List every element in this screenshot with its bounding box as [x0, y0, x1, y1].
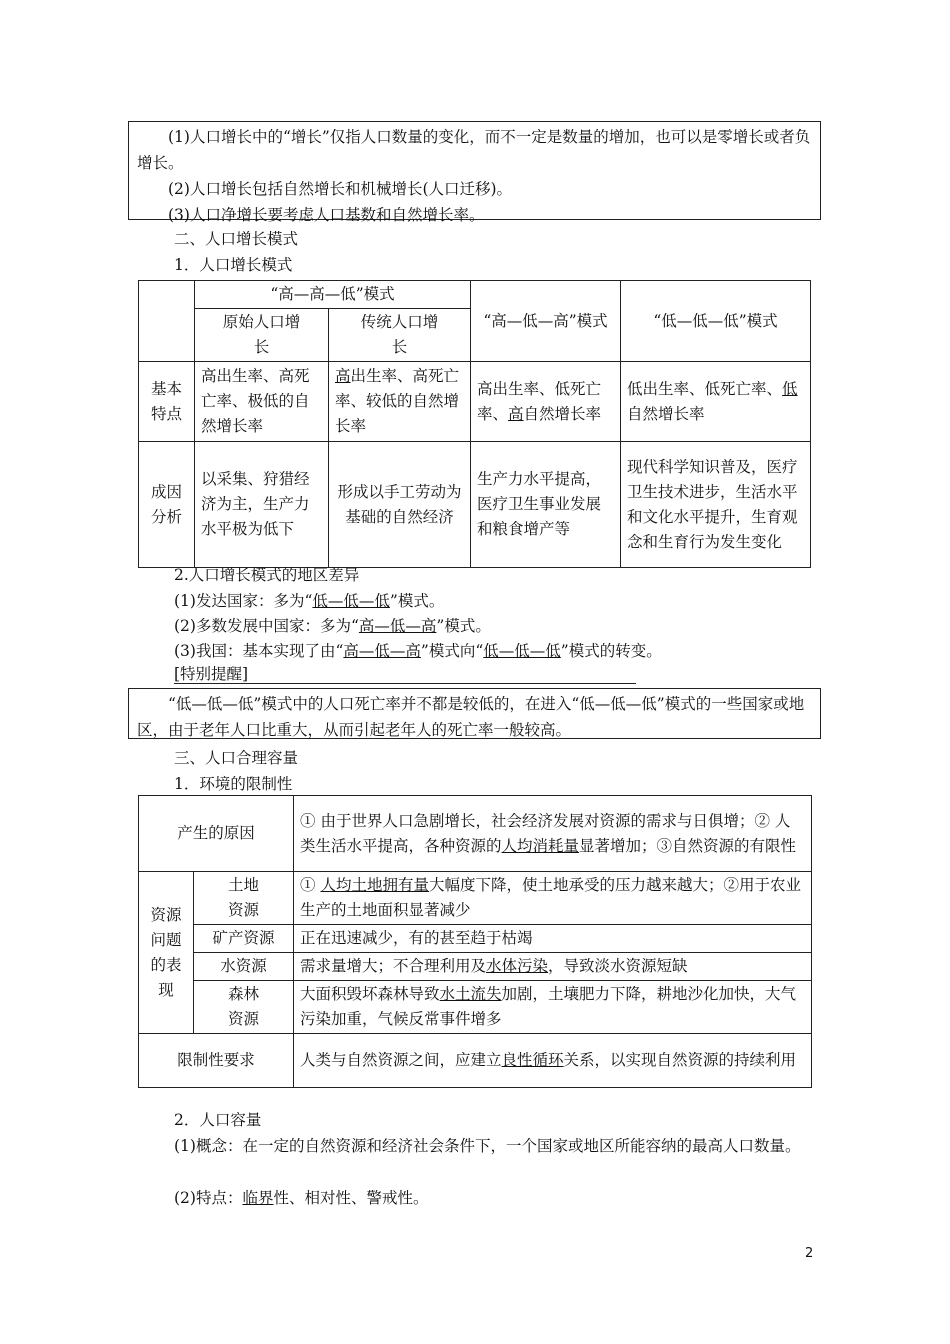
- row-label-mineral: 矿产资源: [194, 925, 294, 953]
- row-label-causes: 产生的原因: [139, 796, 294, 872]
- cell-land: ① 人均土地拥有量大幅度下降，使土地承受的压力越来越大；②用于农业生产的土地面积显著减少: [294, 872, 812, 925]
- underlined-term: 人均土地拥有量: [320, 876, 429, 894]
- underlined-term: 良性循环: [501, 1051, 564, 1069]
- underlined-term: 人均消耗量: [501, 836, 580, 855]
- cell-hlh-causes: 生产力水平提高，医疗卫生事业发展和粮食增产等: [471, 442, 621, 568]
- cell-primitive-features: 高出生率、高死亡率、极低的自然增长率: [195, 362, 329, 442]
- cell-hlh-features: 高出生率、低死亡率、高自然增长率: [471, 362, 621, 442]
- underlined-term: 高: [508, 404, 524, 423]
- cell-water: 需求量增大；不合理利用及水体污染，导致淡水资源短缺: [294, 953, 812, 981]
- region-item-china: (3)我国：基本实现了由“高—低—高”模式向“低—低—低”模式的转变。: [174, 642, 662, 660]
- underlined-term: 低: [782, 379, 798, 398]
- cell-causes: ① 由于世界人口急剧增长，社会经济发展对资源的需求与日俱增；② 人类生活水平提高，各种资源的人均消耗量显著增加；③自然资源的有限性: [294, 796, 812, 872]
- underlined-term: 低—低—低: [483, 642, 561, 660]
- cell-lll-features: 低出生率、低死亡率、低自然增长率: [621, 362, 811, 442]
- subsection-heading-2-2: 2.人口增长模式的地区差异: [174, 566, 360, 584]
- row-label-features: 基本特点: [139, 362, 195, 442]
- header-high-low-high: “高—低—高”模式: [471, 281, 621, 362]
- subsection-heading-2-1: 1．人口增长模式: [174, 256, 293, 274]
- note-item-1: (1)人口增长中的“增长”仅指人口数量的变化，而不一定是数量的增加，也可以是零增长或者负增长。: [137, 128, 811, 172]
- subsection-heading-3-1: 1．环境的限制性: [174, 775, 293, 793]
- region-item-developing: (2)多数发展中国家：多为“高—低—高”模式。: [174, 617, 491, 635]
- row-label-land: 土地资源: [194, 872, 294, 925]
- subsection-heading-3-2: 2．人口容量: [174, 1111, 262, 1129]
- header-traditional-growth: 传统人口增长: [329, 309, 471, 362]
- underlined-term: 高: [335, 367, 351, 385]
- note-item-2: (2)人口增长包括自然增长和机械增长(人口迁移)。: [168, 180, 513, 198]
- page-number: 2: [805, 1246, 814, 1261]
- underlined-term: 水土流失: [439, 985, 502, 1003]
- growth-model-table: [138, 280, 811, 568]
- note-item-3: (3)人口净增长要考虑人口基数和自然增长率。: [168, 206, 485, 224]
- reminder-text: “低—低—低”模式中的人口死亡率并不都是较低的，在进入“低—低—低”模式的一些国家或地区，由于老年人口比重大，从而引起老年人的死亡率一般较高。: [137, 695, 805, 739]
- capacity-features: (2)特点：临界性、相对性、警戒性。: [174, 1189, 429, 1207]
- capacity-concept: (1)概念：在一定的自然资源和经济社会条件下，一个国家或地区所能容纳的最高人口数量。: [174, 1137, 801, 1155]
- table-corner-cell: [139, 281, 195, 362]
- header-primitive-growth: 原始人口增长: [195, 309, 329, 362]
- cell-forest: 大面积毁坏森林导致水土流失加剧，土壤肥力下降，耕地沙化加快，大气污染加重，气候反常事件增多: [294, 981, 812, 1034]
- row-label-requirement: 限制性要求: [139, 1034, 294, 1088]
- cell-traditional-features: 高出生率、高死亡率、较低的自然增长率: [329, 362, 471, 442]
- cell-requirement: 人类与自然资源之间，应建立良性循环关系，以实现自然资源的持续利用: [294, 1034, 812, 1088]
- note-box-population-growth: [128, 121, 821, 224]
- underlined-term: 高—低—高: [343, 642, 421, 660]
- cell-mineral: 正在迅速减少，有的甚至趋于枯竭: [294, 925, 812, 953]
- underlined-term: 低—低—低: [312, 592, 390, 610]
- special-reminder-label: [特别提醒]: [174, 663, 636, 684]
- row-group-resource-problems: 资源问题的表现: [139, 872, 194, 1034]
- header-low-low-low: “低—低—低”模式: [621, 281, 811, 362]
- section-heading-3: 三、人口合理容量: [174, 749, 299, 767]
- underlined-term: 临界: [242, 1189, 274, 1207]
- cell-lll-causes: 现代科学知识普及，医疗卫生技术进步，生活水平和文化水平提升，生育观念和生育行为发生变化: [621, 442, 811, 568]
- row-label-water: 水资源: [194, 953, 294, 981]
- cell-primitive-causes: 以采集、狩猎经济为主，生产力水平极为低下: [195, 442, 329, 568]
- region-item-developed: (1)发达国家：多为“低—低—低”模式。: [174, 592, 445, 610]
- cell-traditional-causes: 形成以手工劳动为基础的自然经济: [329, 442, 471, 568]
- row-label-causes: 成因分析: [139, 442, 195, 568]
- underlined-term: 水体污染: [486, 957, 549, 975]
- special-reminder-box: [128, 688, 821, 739]
- row-label-forest: 森林资源: [194, 981, 294, 1034]
- header-high-high-low: “高—高—低”模式: [195, 281, 471, 309]
- environment-limits-table: [138, 795, 812, 1088]
- section-heading-2: 二、人口增长模式: [174, 230, 299, 248]
- underlined-term: 高—低—高: [358, 617, 437, 635]
